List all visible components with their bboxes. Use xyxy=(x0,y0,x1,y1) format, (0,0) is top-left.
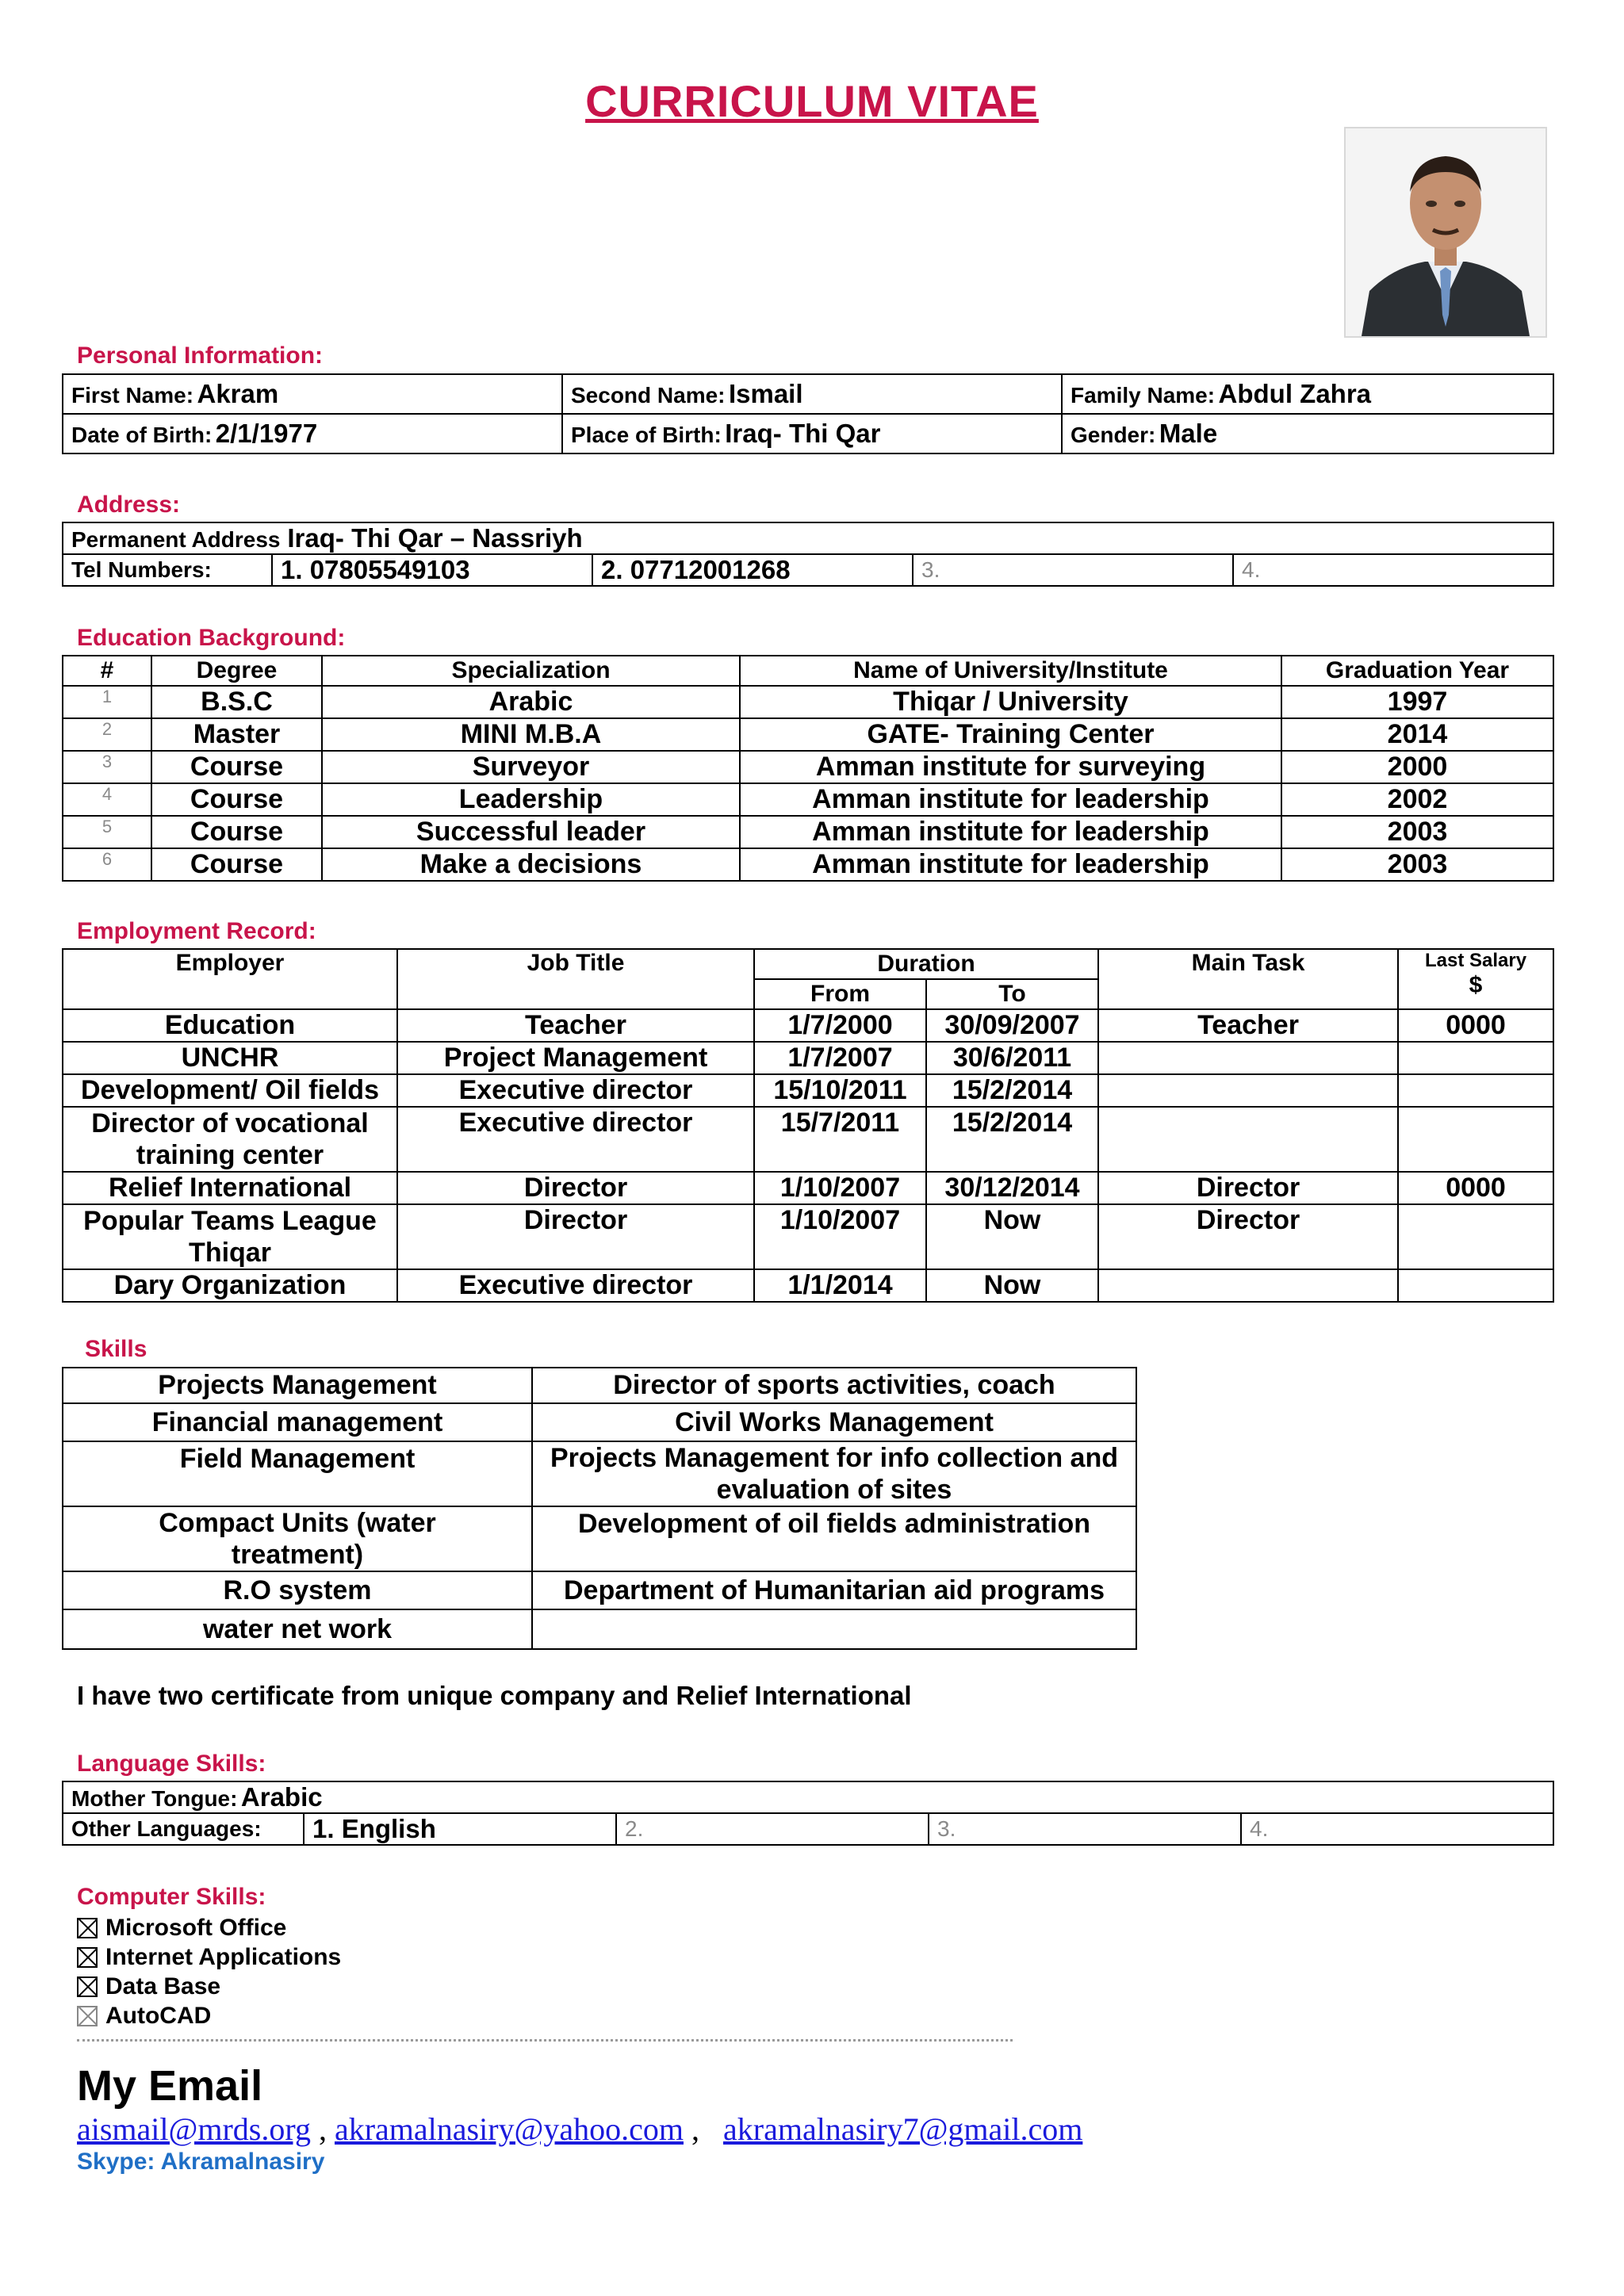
skills-heading: Skills xyxy=(85,1336,147,1362)
table-row: Director of vocational training center Executive director 15/7/2011 15/2/2014 xyxy=(63,1107,1553,1172)
other-language-3: 3. xyxy=(929,1813,1241,1845)
person-portrait-icon xyxy=(1346,128,1545,336)
table-row: Field Management Projects Management for info collection and evaluation of sites xyxy=(63,1441,1136,1506)
profile-photo xyxy=(1344,127,1547,338)
family-name: Abdul Zahra xyxy=(1218,379,1372,408)
mother-tongue: Arabic xyxy=(240,1782,323,1812)
tel-3: 3. xyxy=(913,554,1233,586)
education-table xyxy=(62,655,1554,882)
table-row: Development/ Oil fields Executive director 15/10/2011 15/2/2014 xyxy=(63,1074,1553,1107)
table-row: R.O system Department of Humanitarian aid programs xyxy=(63,1571,1136,1609)
tel-label: Tel Numbers: xyxy=(63,554,272,586)
checkbox-item[interactable]: Data Base xyxy=(77,1973,220,2000)
first-name-cell: First Name: Akram xyxy=(63,374,562,414)
dob-cell: Date of Birth: 2/1/1977 xyxy=(63,414,562,453)
table-row: Popular Teams League Thiqar Director 1/10/2007 Now Director xyxy=(63,1204,1553,1269)
email-link-2[interactable]: akramalnasiry@yahoo.com xyxy=(334,2111,684,2147)
table-row: 4 Course Leadership Amman institute for leadership 2002 xyxy=(63,783,1553,816)
certificate-note: I have two certificate from unique company and Relief International xyxy=(77,1681,912,1710)
pob-cell: Place of Birth: Iraq- Thi Qar xyxy=(562,414,1062,453)
email-link-3[interactable]: akramalnasiry7@gmail.com xyxy=(723,2111,1083,2147)
address-heading: Address: xyxy=(77,492,181,518)
table-row: 3 Course Surveyor Amman institute for surveying 2000 xyxy=(63,751,1553,783)
other-language-2: 2. xyxy=(616,1813,929,1845)
address-table xyxy=(62,522,1554,587)
table-row: 6 Course Make a decisions Amman institute for leadership 2003 xyxy=(63,848,1553,881)
edu-header-specialization: Specialization xyxy=(322,656,740,686)
table-row: 1 B.S.C Arabic Thiqar / University 1997 xyxy=(63,686,1553,718)
tel-2: 2. 07712001268 xyxy=(592,554,913,586)
skype-id: Skype: Akramalnasiry xyxy=(77,2149,325,2175)
checkbox-item[interactable]: Microsoft Office xyxy=(77,1915,286,1942)
table-row: UNCHR Project Management 1/7/2007 30/6/2011 xyxy=(63,1042,1553,1074)
table-row: Projects Management Director of sports activities, coach xyxy=(63,1368,1136,1403)
edu-header-num: # xyxy=(63,656,151,686)
first-name: Akram xyxy=(197,379,279,408)
checkbox-item[interactable]: Internet Applications xyxy=(77,1944,341,1971)
second-name: Ismail xyxy=(728,379,803,408)
table-row: Compact Units (water treatment) Development of oil fields administration xyxy=(63,1506,1136,1571)
gender: Male xyxy=(1159,419,1218,448)
email-links: aismail@mrds.org , akramalnasiry@yahoo.com , akramalnasiry7@gmail.com xyxy=(77,2111,1083,2147)
language-heading: Language Skills: xyxy=(77,1751,266,1777)
table-row: 2 Master MINI M.B.A GATE- Training Center 2014 xyxy=(63,718,1553,751)
tel-1: 1. 07805549103 xyxy=(272,554,592,586)
table-row: water net work xyxy=(63,1609,1136,1649)
dob: 2/1/1977 xyxy=(215,419,318,448)
family-name-cell: Family Name: Abdul Zahra xyxy=(1062,374,1553,414)
edu-header-year: Graduation Year xyxy=(1281,656,1553,686)
second-name-cell: Second Name: Ismail xyxy=(562,374,1062,414)
emp-header-from: From xyxy=(754,979,926,1009)
table-row: Dary Organization Executive director 1/1/2014 Now xyxy=(63,1269,1553,1302)
permanent-address: Iraq- Thi Qar – Nassriyh xyxy=(287,523,583,553)
checked-box-icon xyxy=(77,1947,98,1968)
emp-header-salary: Last Salary $ xyxy=(1398,949,1553,1009)
skills-table xyxy=(62,1367,1137,1650)
mother-tongue-cell: Mother Tongue: Arabic xyxy=(63,1781,1553,1813)
employment-table xyxy=(62,948,1554,1303)
table-row: 5 Course Successful leader Amman institute for leadership 2003 xyxy=(63,816,1553,848)
email-link-1[interactable]: aismail@mrds.org xyxy=(77,2111,311,2147)
computer-heading: Computer Skills: xyxy=(77,1884,266,1910)
other-languages-label: Other Languages: xyxy=(63,1813,304,1845)
personal-table xyxy=(62,373,1554,454)
edu-header-university: Name of University/Institute xyxy=(740,656,1281,686)
other-language-1: 1. English xyxy=(304,1813,616,1845)
emp-header-duration: Duration xyxy=(754,949,1098,979)
checked-box-icon xyxy=(77,1976,98,1997)
edu-header-degree: Degree xyxy=(151,656,322,686)
pob: Iraq- Thi Qar xyxy=(725,419,881,448)
education-heading: Education Background: xyxy=(77,625,346,651)
emp-header-employer: Employer xyxy=(63,949,397,1009)
email-heading: My Email xyxy=(77,2062,263,2110)
table-row: Financial management Civil Works Management xyxy=(63,1403,1136,1441)
dotted-divider xyxy=(77,2039,1013,2042)
emp-header-to: To xyxy=(926,979,1098,1009)
table-row: Education Teacher 1/7/2000 30/09/2007 Teacher 0000 xyxy=(63,1009,1553,1042)
personal-heading: Personal Information: xyxy=(77,342,324,369)
emp-header-job: Job Title xyxy=(397,949,754,1009)
emp-header-task: Main Task xyxy=(1098,949,1398,1009)
other-language-4: 4. xyxy=(1241,1813,1553,1845)
checkbox-item[interactable]: AutoCAD xyxy=(77,2003,211,2030)
tel-4: 4. xyxy=(1233,554,1553,586)
gender-cell: Gender: Male xyxy=(1062,414,1553,453)
page-title: CURRICULUM VITAE xyxy=(585,76,1039,126)
employment-heading: Employment Record: xyxy=(77,918,316,944)
checked-box-icon xyxy=(77,1918,98,1938)
language-table xyxy=(62,1781,1554,1846)
checked-box-icon xyxy=(77,2006,98,2026)
table-row: Relief International Director 1/10/2007 30/12/2014 Director 0000 xyxy=(63,1172,1553,1204)
permanent-address-cell: Permanent Address Iraq- Thi Qar – Nassriyh xyxy=(63,522,1553,554)
